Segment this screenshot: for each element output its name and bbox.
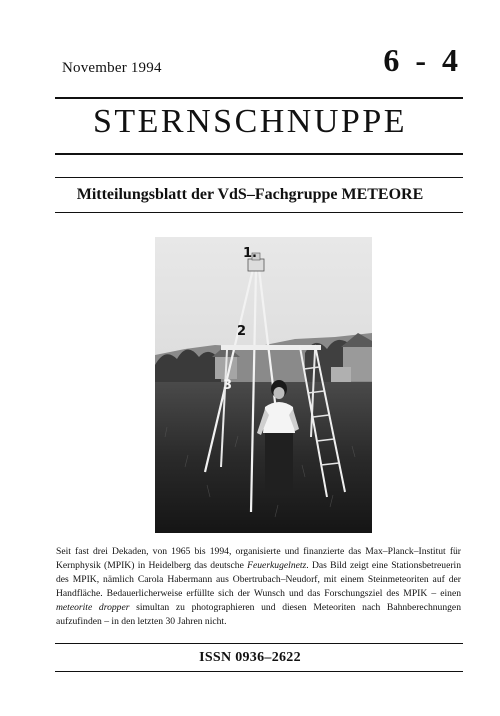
newsletter-subtitle: Mitteilungsblatt der VdS–Fachgruppe METEORE <box>76 186 424 203</box>
issue-date: November 1994 <box>62 60 162 76</box>
footer-top-rule <box>55 643 463 644</box>
subtitle-bottom-rule <box>55 212 463 213</box>
photo-marker-1: 1. <box>243 246 257 261</box>
issn-number: ISSN 0936–2622 <box>199 650 301 665</box>
caption-italic-2: meteorite dropper <box>56 602 130 613</box>
caption-text-2: . Das Bild zeigt eine Stationsbetreuerin des MPIK, nämlich Carola Habermann aus Obertrubach–Neudorf, mit einem Steinmeteoriten auf der Handfläche. Bedauerlicherweise erfüllte sich der Wunsch und das Forschungsziel des MPIK – einen <box>56 560 461 599</box>
cover-photo <box>155 237 372 533</box>
photo-caption <box>56 545 461 629</box>
subtitle-top-rule <box>55 177 463 178</box>
title-rule <box>55 153 463 155</box>
caption-text-3: simultan zu photographieren und diesen Meteoriten nach Bahnberechnungen aufzufinden – in den letzten 30 Jahren nicht. <box>56 602 461 627</box>
caption-italic-1: Feuerkugelnetz <box>247 560 307 571</box>
photo-marker-3: 3 <box>223 378 233 393</box>
caption-text-1: Seit fast drei Dekaden, von 1965 bis 1994, organisierte und finanzierte das Max–Planck–Institut für Kernphysik (MPIK) in Heidelberg das deutsche <box>56 546 461 571</box>
issue-number: 6 - 4 <box>383 42 462 78</box>
top-rule <box>55 97 463 99</box>
footer-bottom-rule <box>55 671 463 672</box>
newsletter-title: STERNSCHNUPPE <box>92 103 407 140</box>
photo-marker-2: 2 <box>237 324 247 339</box>
